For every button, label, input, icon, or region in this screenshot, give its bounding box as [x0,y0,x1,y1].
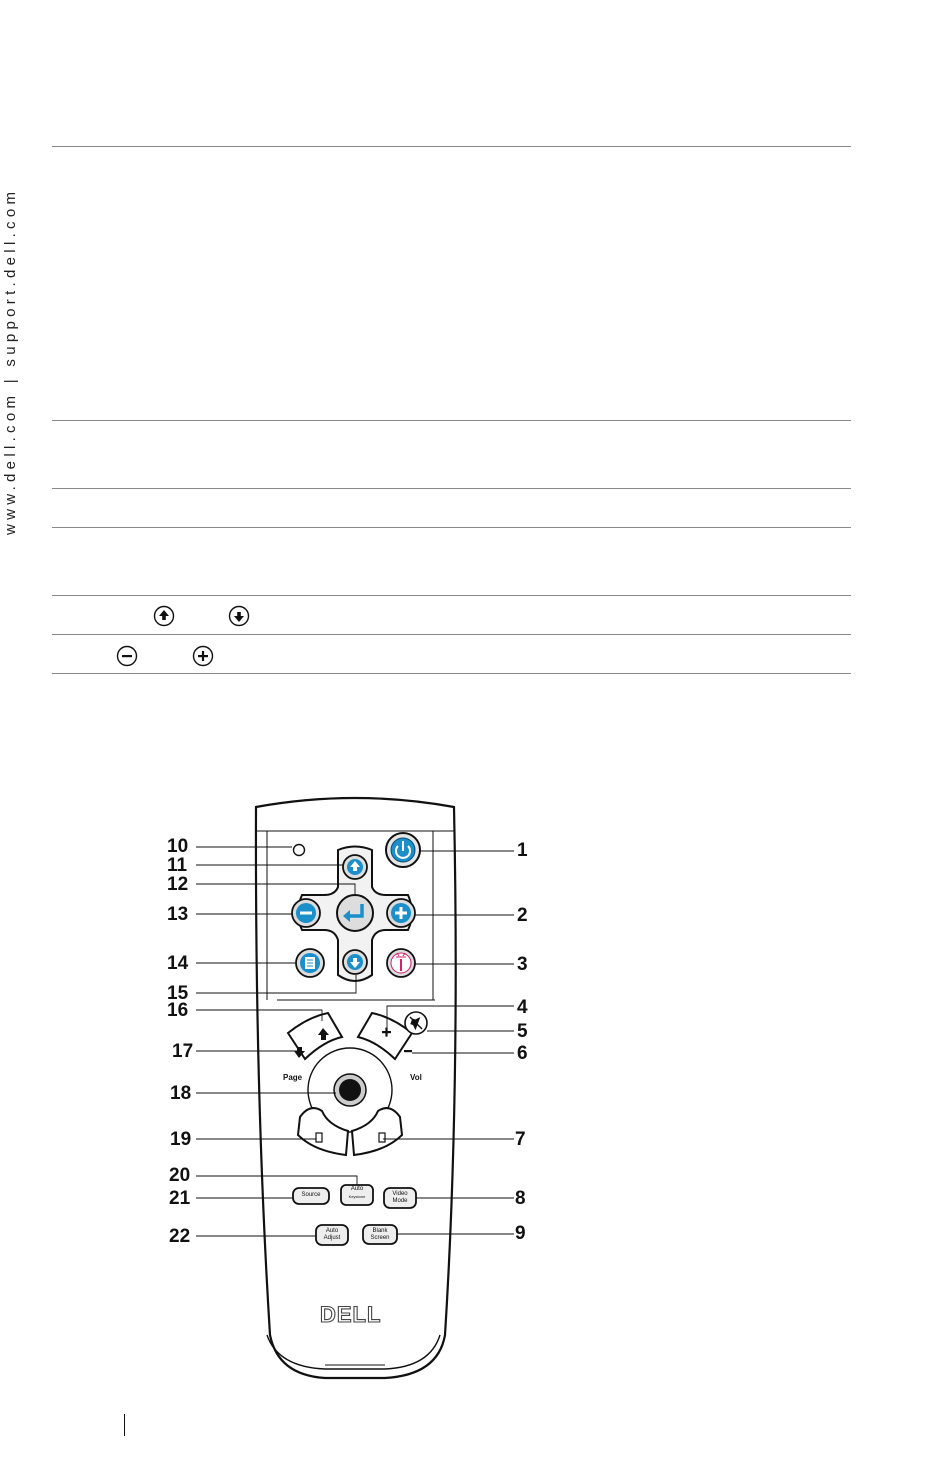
down-button [343,950,367,974]
callout-9: 9 [515,1223,526,1244]
laser-button [387,949,415,977]
divider [52,673,851,674]
divider [52,527,851,528]
callout-12: 12 [167,874,189,895]
divider [52,488,851,489]
callout-6: 6 [517,1043,528,1064]
auto-keystone-line1: Auto [350,1186,364,1192]
callout-15: 15 [167,983,189,1004]
blank-screen-label [363,1228,397,1242]
callout-13: 13 [167,904,189,925]
divider [52,146,851,147]
vol-label: Vol [410,1073,422,1082]
plus-icon [192,645,214,667]
auto-keystone-label [341,1186,373,1200]
minus-button [292,899,320,927]
auto-adjust-line1: Auto [325,1228,339,1234]
remote-control-figure [160,795,560,1385]
auto-adjust-label [316,1228,348,1242]
callout-20: 20 [169,1165,191,1186]
dell-logo-text: DELL [320,1302,382,1327]
menu-button [296,949,324,977]
callout-2: 2 [517,905,528,926]
callout-22: 22 [169,1226,191,1247]
blank-screen-line1: Blank [372,1228,388,1234]
callout-7: 7 [515,1129,526,1150]
divider [52,595,851,596]
video-mode-label [384,1191,416,1205]
mute-button [405,1012,427,1034]
callout-16: 16 [167,1000,189,1021]
auto-adjust-line2: Adjust [323,1235,341,1241]
minus-icon [116,645,138,667]
callout-11: 11 [167,855,188,876]
video-mode-line2: Mode [392,1198,408,1204]
callout-18: 18 [170,1083,192,1104]
divider [52,420,851,421]
source-label: Source [301,1192,321,1198]
callout-4: 4 [517,997,528,1018]
enter-button [337,895,373,931]
callout-5: 5 [517,1021,528,1042]
mouse-joystick [334,1074,366,1106]
power-button [386,833,420,867]
callout-14: 14 [167,953,189,974]
callout-8: 8 [515,1188,526,1209]
callout-3: 3 [517,954,528,975]
sidebar-url: www.dell.com | support.dell.com [2,187,19,535]
callout-1: 1 [517,840,528,861]
divider [52,634,851,635]
callout-19: 19 [170,1129,192,1150]
dell-logo [320,1302,381,1327]
page-down-icon [228,605,250,627]
page-number-bar [124,1414,125,1436]
video-mode-line1: Video [392,1191,408,1197]
page-label: Page [283,1073,303,1082]
callout-17: 17 [172,1041,194,1062]
callout-10: 10 [167,836,189,857]
indicator-light [294,845,305,856]
auto-keystone-line2: Keystone [348,1194,366,1199]
blank-screen-line2: Screen [370,1235,390,1241]
plus-button [387,899,415,927]
page-up-icon [153,605,175,627]
up-button [343,855,367,879]
callout-21: 21 [169,1188,191,1209]
